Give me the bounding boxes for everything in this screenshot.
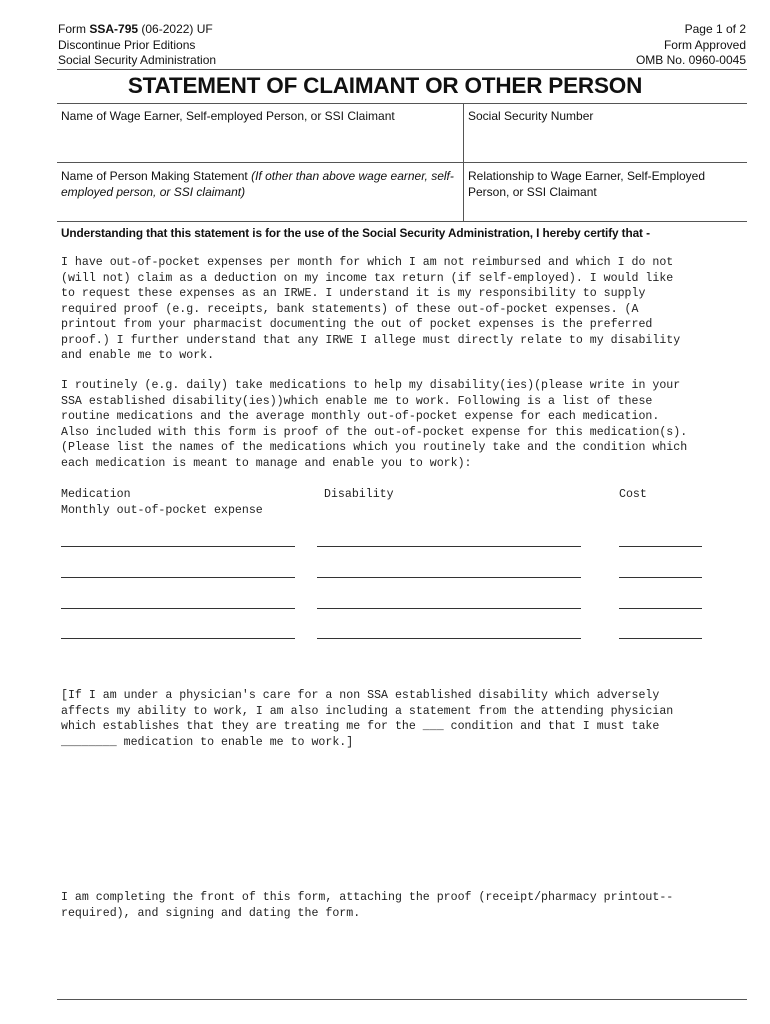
footer-divider: [57, 999, 747, 1000]
disability-line-1[interactable]: [317, 546, 581, 547]
form-header-right: [636, 22, 746, 69]
column-disability: Disability: [324, 488, 394, 501]
form-approved: Form Approved: [663, 37, 746, 52]
column-cost: Cost: [619, 488, 647, 501]
medication-line-3[interactable]: [61, 608, 295, 609]
header-divider: [57, 69, 747, 70]
page-number: Page 1 of 2: [684, 22, 746, 36]
disability-line-2[interactable]: [317, 577, 581, 578]
disability-line-3[interactable]: [317, 608, 581, 609]
paragraph-completion: I am completing the front of this form, attaching the proof (receipt/pharmacy printout-- required), and signing and dating the form.: [61, 891, 674, 920]
statement-person-label: Name of Person Making Statement: [61, 169, 252, 183]
certify-statement: Understanding that this statement is for the use of the Social Security Administration, I hereby certify that -: [61, 226, 650, 240]
page-title: STATEMENT OF CLAIMANT OR OTHER PERSON: [127, 73, 643, 98]
form-header-left: [58, 22, 216, 69]
statement-person-field[interactable]: [61, 169, 457, 200]
paragraph-medications: I routinely (e.g. daily) take medications to help my disability(ies)(please write in your SSA established disability(ies))which enable me to work. Following is a list of these routine medications and the average monthly out-of-pocket expense for each medication. Also included with this form is proof of the out-of-pocket expense for this medication(s). (Please list the names of the medications which you routinely take and the condition which each medication is meant to manage and enable you to work):: [61, 379, 688, 470]
paragraph-expenses: I have out-of-pocket expenses per month for which I am not reimbursed and which I do not (will not) claim as a deduction on my income tax return (if self-employed). I would like to request these expenses as an IRWE. I understand it is my responsibility to supply required proof (e.g. receipts, bank statements) of these out-of-pocket expenses. (A printout from your pharmacist documenting the out of pocket expenses is the preferred proof.) I further understand that any IRWE I allege must directly relate to my disability and enable me to work.: [61, 256, 681, 362]
form-number-line: Form SSA-795 (06-2022) UF: [58, 22, 213, 36]
statement-person-note: (If other than above wage earner, self-employed person, or SSI claimant): [61, 169, 454, 199]
claimant-name-field[interactable]: [61, 109, 457, 125]
claimant-name-label: Name of Wage Earner, Self-employed Person, or SSI Claimant: [61, 109, 395, 123]
medication-line-2[interactable]: [61, 577, 295, 578]
cost-line-1[interactable]: [619, 546, 702, 547]
cost-line-3[interactable]: [619, 608, 702, 609]
relationship-label: Relationship to Wage Earner, Self-Employed Person, or SSI Claimant: [468, 169, 706, 199]
column-monthly-expense: Monthly out-of-pocket expense: [61, 504, 263, 517]
medication-line-4[interactable]: [61, 638, 295, 639]
fields-bottom-border: [57, 221, 747, 222]
fields-row-divider: [57, 162, 747, 163]
relationship-field[interactable]: [468, 169, 743, 200]
column-medication: Medication: [61, 488, 131, 501]
fields-top-border: [57, 103, 747, 104]
paragraph-physician: [If I am under a physician's care for a non SSA established disability which adversely affects my ability to work, I am also including a statement from the attending physician which establishes that they are treating me for the ___ condition and that I must take ________ medication to enable me to work.]: [61, 689, 674, 749]
discontinue-note: Discontinue Prior Editions: [58, 37, 196, 52]
form-number: SSA-795: [89, 22, 139, 36]
omb-number: OMB No. 0960-0045: [635, 53, 746, 67]
cost-line-2[interactable]: [619, 577, 702, 578]
cost-line-4[interactable]: [619, 638, 702, 639]
disability-line-4[interactable]: [317, 638, 581, 639]
medication-line-1[interactable]: [61, 546, 295, 547]
agency-name: Social Security Administration: [58, 53, 217, 67]
ssn-field[interactable]: [468, 109, 743, 125]
ssn-label: Social Security Number: [468, 109, 594, 123]
